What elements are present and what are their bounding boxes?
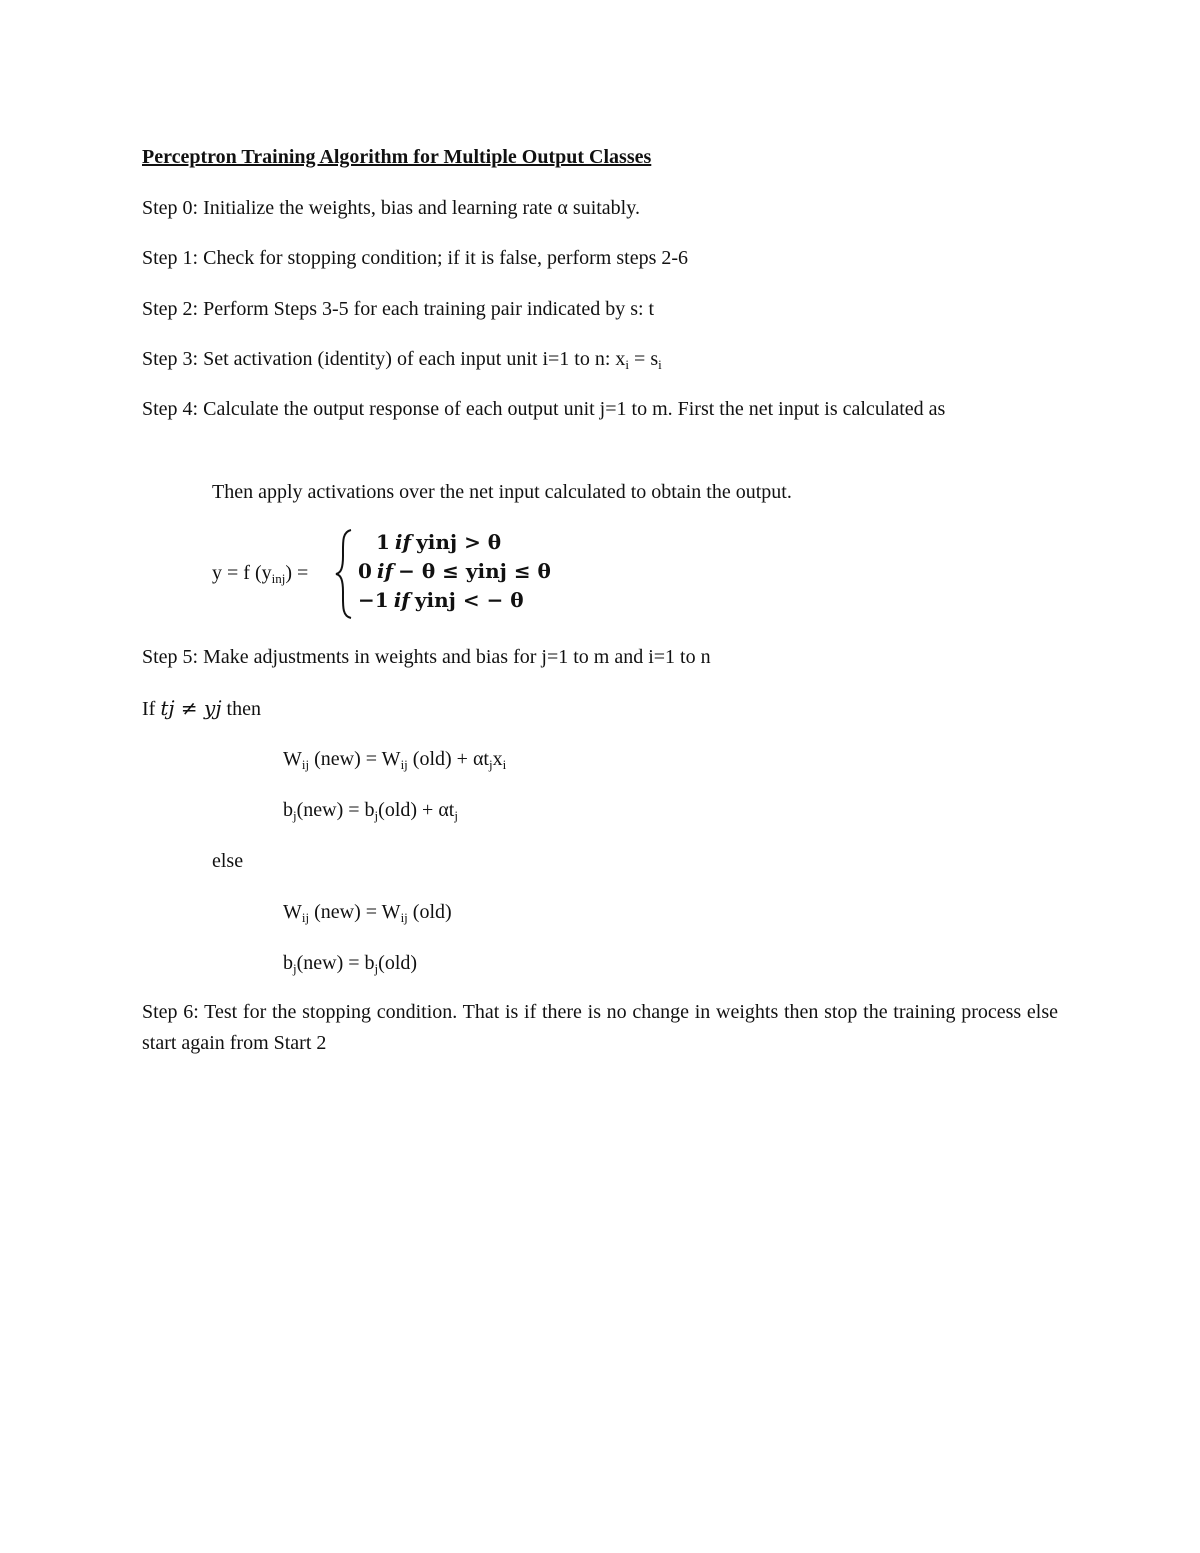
- weight-update-if: [283, 747, 506, 771]
- subscript: i: [658, 357, 662, 372]
- w-symbol: W: [283, 748, 302, 770]
- subscript: i: [625, 357, 630, 372]
- subscript: j: [293, 961, 297, 976]
- b-text: (old) + αt: [378, 799, 455, 821]
- w-text: x: [492, 748, 503, 770]
- subscript: ij: [400, 910, 408, 925]
- b-text: (new) = b: [296, 799, 375, 821]
- activation-cases: [358, 528, 551, 615]
- weight-update-else: [283, 900, 452, 924]
- case-1: [358, 528, 551, 557]
- case-3-condition: yinj < − θ: [414, 588, 524, 612]
- step-6: Step 6: Test for the stopping condition. That is if there is no change in weights then stop the training process else start again from Start 2: [142, 1001, 1058, 1054]
- w-text: (new) = W: [309, 901, 401, 923]
- subscript: j: [454, 808, 458, 823]
- lhs-pre: y = f (y: [212, 562, 272, 584]
- step-3-text: Step 3: Set activation (identity) of each input unit i=1 to n: x: [142, 348, 626, 370]
- subscript: j: [374, 961, 379, 976]
- step-4-then: Then apply activations over the net input calculated to obtain the output.: [212, 481, 792, 503]
- bias-update-if: [283, 798, 458, 822]
- else-label: else: [212, 850, 244, 872]
- w-text: (old): [407, 901, 452, 923]
- subscript: ij: [301, 757, 310, 772]
- step-3-eq: = s: [629, 348, 659, 370]
- step-5: Step 5: Make adjustments in weights and bias for j=1 to m and i=1 to n: [142, 646, 711, 668]
- b-text: (old): [378, 952, 418, 974]
- case-3-value: −1: [358, 588, 389, 612]
- w-symbol: W: [283, 901, 302, 923]
- subscript: ij: [301, 910, 310, 925]
- w-text: (new) = W: [309, 748, 401, 770]
- subscript: j: [489, 757, 493, 772]
- case-3-if: if: [393, 588, 410, 612]
- case-1-if: if: [394, 530, 412, 554]
- if-keyword: If: [142, 698, 156, 720]
- case-3: [358, 586, 551, 615]
- subscript: inj: [271, 571, 286, 586]
- lhs-post: ) =: [285, 562, 309, 584]
- subscript: ij: [400, 757, 408, 772]
- then-keyword: then: [226, 698, 261, 720]
- step-2: Step 2: Perform Steps 3-5 for each training pair indicated by s: t: [142, 298, 655, 320]
- step-1: Step 1: Check for stopping condition; if it is false, perform steps 2-6: [142, 247, 689, 269]
- b-symbol: b: [283, 952, 293, 974]
- case-2: [358, 557, 551, 586]
- b-text: (new) = b: [296, 952, 375, 974]
- w-text: (old) + αt: [407, 748, 489, 770]
- step-3: [142, 347, 662, 371]
- step-0: Step 0: Initialize the weights, bias and learning rate α suitably.: [142, 197, 640, 219]
- case-2-value: 0: [358, 559, 372, 583]
- activation-lhs: [212, 562, 308, 585]
- subscript: j: [374, 808, 379, 823]
- document-title: Perceptron Training Algorithm for Multiple Output Classes: [142, 146, 652, 168]
- bias-update-else: [283, 951, 417, 975]
- if-line: [142, 696, 261, 721]
- case-1-value: 1: [376, 530, 390, 554]
- b-symbol: b: [283, 799, 293, 821]
- subscript: j: [293, 808, 297, 823]
- left-brace-icon: [334, 528, 354, 620]
- subscript: i: [502, 757, 507, 772]
- case-2-if: if: [376, 559, 394, 583]
- case-2-condition: − θ ≤ yinj ≤ θ: [398, 559, 551, 583]
- if-condition: tj ≠ yj: [160, 696, 222, 720]
- step-4: Step 4: Calculate the output response of each output unit j=1 to m. First the net input is calculated as: [142, 398, 946, 420]
- case-1-condition: yinj > θ: [416, 530, 502, 554]
